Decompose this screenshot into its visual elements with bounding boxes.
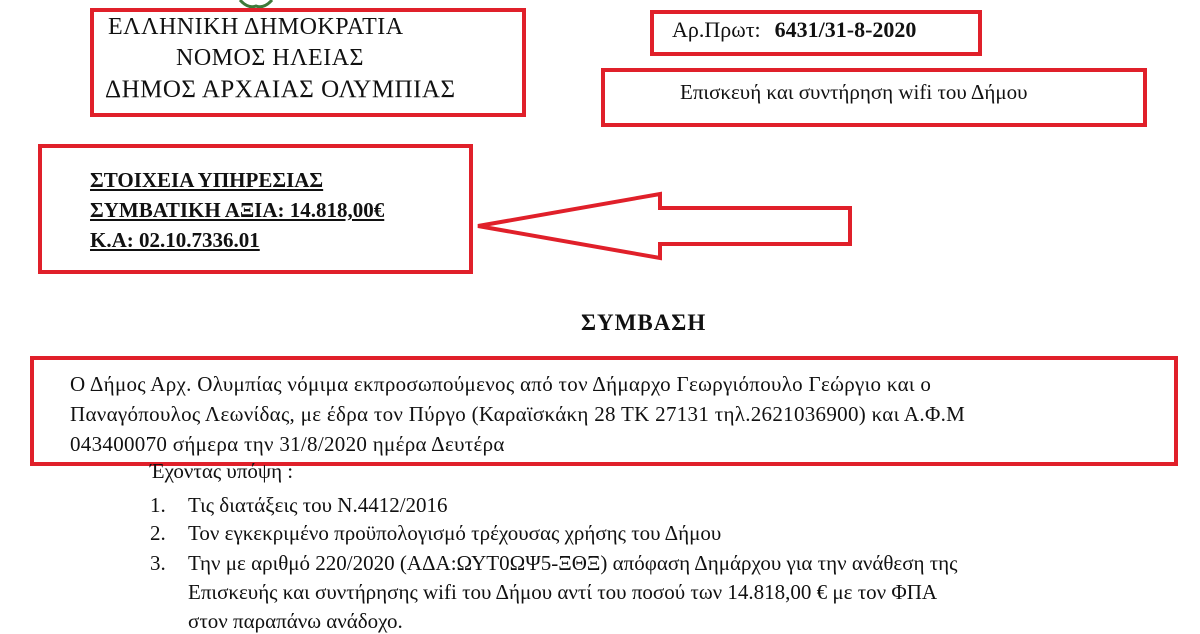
contract-value: ΣΥΜΒΑΤΙΚΗ ΑΞΙΑ: 14.818,00€ (90, 198, 385, 222)
municipality-label: ΔΗΜΟΣ ΑΡΧΑΙΑΣ ΟΛΥΜΠΙΑΣ (105, 76, 456, 103)
protocol-value: 6431/31-8-2020 (774, 17, 917, 42)
contract-title: ΣΥΜΒΑΣΗ (581, 310, 707, 335)
list-item-number: 3. (150, 551, 166, 575)
arrow-left-icon (470, 188, 860, 264)
republic-label: ΕΛΛΗΝΙΚΗ ΔΗΜΟΚΡΑΤΙΑ (108, 14, 404, 40)
budget-code: Κ.Α: 02.10.7336.01 (90, 228, 260, 252)
subject-text: Επισκευή και συντήρηση wifi του Δήμου (680, 80, 1028, 104)
having-regard-label: Έχοντας υπόψη : (150, 459, 294, 483)
list-item-continuation: Επισκευής και συντήρησης wifi του Δήμου αντί του ποσού των 14.818,00 € με τον ΦΠΑ (188, 580, 938, 604)
prefecture-label: ΝΟΜΟΣ ΗΛΕΙΑΣ (176, 45, 364, 71)
list-item: Τον εγκεκριμένο προϋπολογισμό τρέχουσας χρήσης του Δήμου (188, 521, 722, 545)
protocol-number (672, 17, 916, 43)
list-item: Τις διατάξεις του Ν.4412/2016 (188, 493, 448, 517)
list-item-number: 1. (150, 493, 166, 517)
list-item-number: 2. (150, 521, 166, 545)
protocol-label: Αρ.Πρωτ: (672, 17, 761, 42)
parties-line-1: Ο Δήμος Αρχ. Ολυμπίας νόμιμα εκπροσωπούμενος από τον Δήμαρχο Γεωργιόπουλο Γεώργιο και ο (70, 372, 932, 396)
service-heading: ΣΤΟΙΧΕΙΑ ΥΠΗΡΕΣΙΑΣ (90, 168, 324, 192)
parties-line-2: Παναγόπουλος Λεωνίδας, με έδρα τον Πύργο (Καραϊσκάκη 28 ΤΚ 27131 τηλ.2621036900) και Α.Φ.Μ (70, 402, 966, 426)
emblem-icon (238, 0, 274, 8)
list-item: Την με αριθμό 220/2020 (ΑΔΑ:ΩΥΤ0ΩΨ5-ΞΘΞ) απόφαση Δημάρχου για την ανάθεση της (188, 551, 958, 575)
parties-line-3: 043400070 σήμερα την 31/8/2020 ημέρα Δευτέρα (70, 432, 505, 456)
list-item-continuation: στον παραπάνω ανάδοχο. (188, 609, 403, 633)
